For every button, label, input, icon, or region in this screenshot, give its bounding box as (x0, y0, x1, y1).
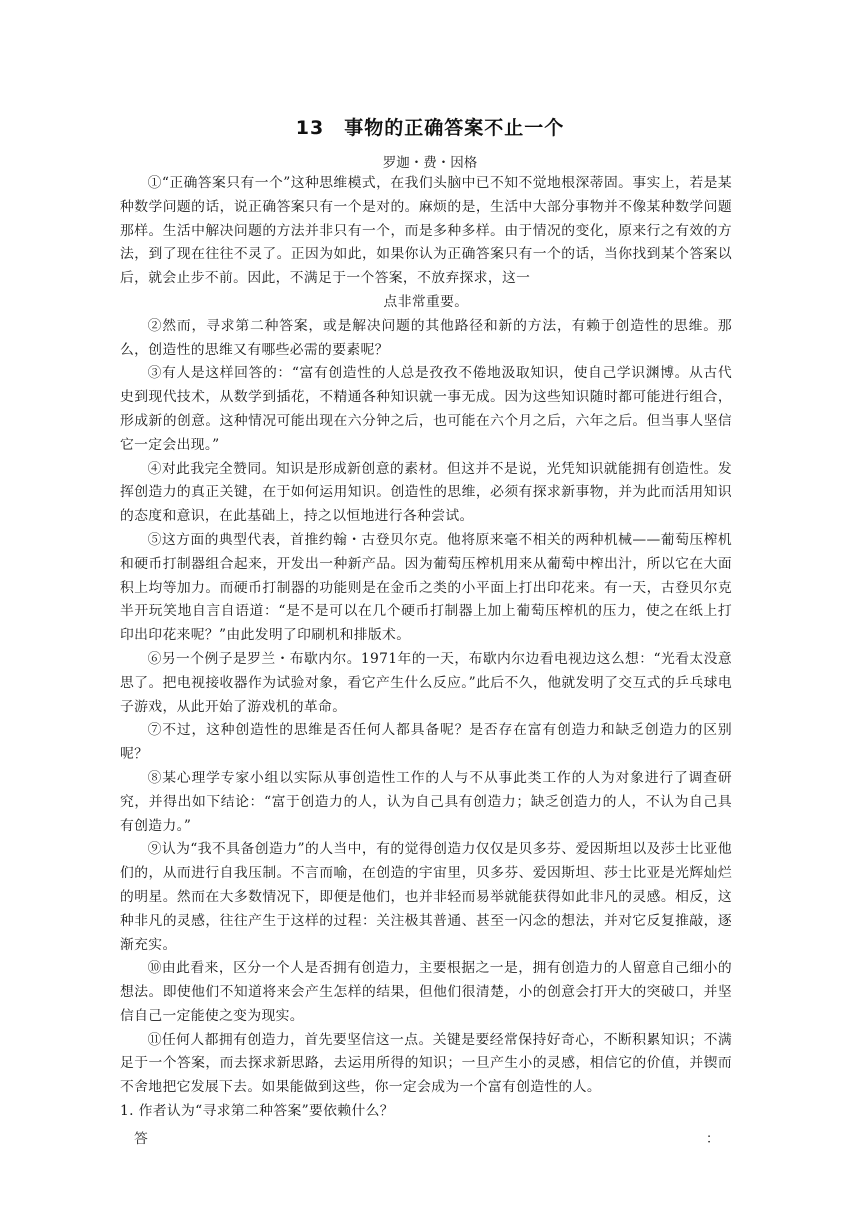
article-title: 13 事物的正确答案不止一个 (295, 117, 565, 139)
paragraph-4: ④对此我完全赞同。知识是形成新创意的素材。但这并不是说，光凭知识就能拥有创造性。发挥创造力的真正关键，在于如何运用知识。创造性的思维，必须有探求新事物，并为此而活用知识的态度和意识，在此基础上，持之以恒地进行各种尝试。 (120, 460, 732, 525)
paragraph-1: ①“正确答案只有一个”这种思维模式，在我们头脑中已不知不觉地根深蒂固。事实上，若是某种数学问题的话，说正确答案只有一个是对的。麻烦的是，生活中大部分事物并不像某种数学问题那样。生活中解决问题的方法并非只有一个，而是多种多样。由于情况的变化，原来行之有效的方法，到了现在往往不灵了。正因为如此，如果你认为正确答案只有一个的话，当你找到某个答案以后，就会止步不前。因此，不满足于一个答案，不放弃探求，这一 (120, 175, 732, 287)
answer-label: 答 (134, 1130, 149, 1147)
paragraph-8: ⑧某心理学专家小组以实际从事创造性工作的人与不从事此类工作的人为对象进行了调查研究，并得出如下结论：“富于创造力的人，认为自己具有创造力；缺乏创造力的人，不认为自己具有创造力。” (120, 769, 732, 834)
question-1: 1. 作者认为“寻求第二种答案”要依赖什么？ (120, 1103, 394, 1120)
answer-line[interactable] (120, 1128, 732, 1152)
paragraph-11: ⑪任何人都拥有创造力，首先要坚信这一点。关键是要经常保持好奇心，不断积累知识；不满足于一个答案，而去探求新思路，去运用所得的知识；一旦产生小的灵感，相信它的价值，并锲而不舍地把它发展下去。如果能做到这些，你一定会成为一个富有创造性的人。 (120, 1031, 732, 1096)
paragraph-1-tail: 点非常重要。 (383, 293, 469, 310)
paragraph-7: ⑦不过，这种创造性的思维是否任何人都具备呢？是否存在富有创造力和缺乏创造力的区别呢？ (120, 722, 732, 763)
paragraph-9: ⑨认为“我不具备创造力”的人当中，有的觉得创造力仅仅是贝多芬、爱因斯坦以及莎士比亚他们的，从而进行自我压制。不言而喻，在创造的宇宙里，贝多芬、爱因斯坦、莎士比亚是光辉灿烂的明星。然而在大多数情况下，即便是他们，也并非轻而易举就能获得如此非凡的灵感。相反，这种非凡的灵感，往往产生于这样的过程：关注极其普通、甚至一闪念的想法，并对它反复推敲，逐渐充实。 (120, 841, 732, 953)
answer-colon: ： (705, 1130, 720, 1147)
paragraph-6: ⑥另一个例子是罗兰・布歇内尔。1971年的一天，布歇内尔边看电视边这么想：“光看太没意思了。把电视接收器作为试验对象，看它产生什么反应。”此后不久，他就发明了交互式的乒乓球电子游戏，从此开始了游戏机的革命。 (120, 650, 732, 715)
paragraph-2: ②然而，寻求第二种答案，或是解决问题的其他路径和新的方法，有赖于创造性的思维。那么，创造性的思维又有哪些必需的要素呢？ (120, 317, 732, 358)
paragraph-3: ③有人是这样回答的：“富有创造性的人总是孜孜不倦地汲取知识，使自己学识渊博。从古代史到现代技术，从数学到插花，不精通各种知识就一事无成。因为这些知识随时都可能进行组合，形成新的创意。这种情况可能出现在六分钟之后，也可能在六个月之后，六年之后。但当事人坚信它一定会出现。” (120, 365, 732, 453)
paragraph-10: ⑩由此看来，区分一个人是否拥有创造力，主要根据之一是，拥有创造力的人留意自己细小的想法。即使他们不知道将来会产生怎样的结果，但他们很清楚，小的创意会打开大的突破口，并坚信自己一定能使之变为现实。 (120, 960, 732, 1024)
author-name: 罗迦・费・因格 (382, 155, 478, 171)
paragraph-5: ⑤这方面的典型代表，首推约翰・古登贝尔克。他将原来毫不相关的两种机械——葡萄压榨机和硬币打制器组合起来，开发出一种新产品。因为葡萄压榨机用来从葡萄中榨出汁，所以它在大面积上均等加力。而硬币打制器的功能则是在金币之类的小平面上打出印花来。有一天，古登贝尔克半开玩笑地自言自语道：“是不是可以在几个硬币打制器上加上葡萄压榨机的压力，使之在纸上打印出印花来呢？”由此发明了印刷机和排版术。 (120, 531, 732, 644)
article-body (120, 172, 732, 1152)
